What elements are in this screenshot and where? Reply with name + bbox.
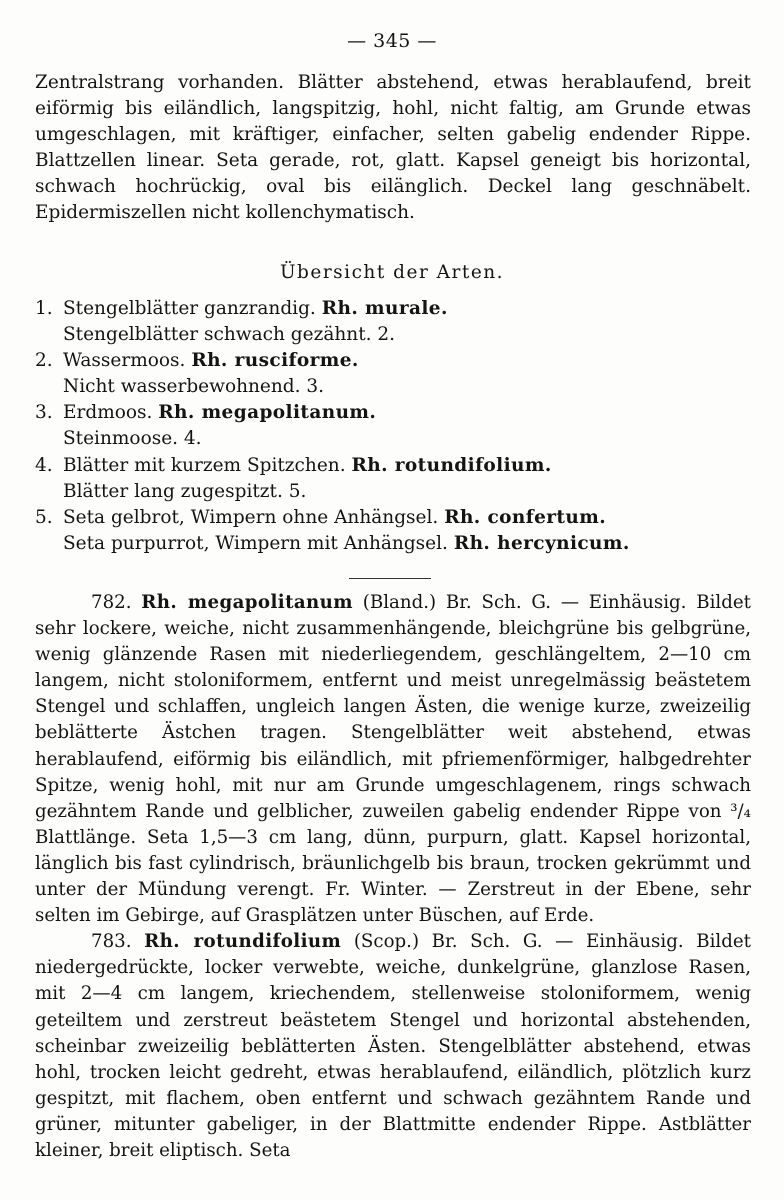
key-row	[35, 400, 751, 426]
entry-783-text: Bildet niedergedrückte, locker verwebte, weiche, dunkelgrüne, glanzlose Rasen, mit 2—4 cm langem, kriechendem, stellenweise stoloniformem, wenig geteiltem und zerstreut beästetem Stengel und horizontal abstehenden, scheinbar zweizeilig beblätterten Ästen. Stengelblätter abstehend, etwas hohl, trocken leicht gedreht, etwas herablaufend, eiländlich, plötzlich kurz gespitzt, mit flachem, oben entfernt und schwach gezähntem Rande und grüner, mitunter gabeliger, in der Blattmitte endender Rippe. Astblätter kleiner, breit eliptisch. Seta	[35, 931, 751, 1161]
section-divider	[349, 578, 431, 579]
key-description: Seta purpurrot, Wimpern mit Anhängsel.	[63, 532, 448, 554]
entry-783-authority: (Scop.) Br. Sch. G. — Einhäusig.	[353, 931, 684, 953]
key-row	[35, 348, 751, 374]
key-text	[63, 374, 324, 400]
key-description: Blätter lang zugespitzt. 5.	[63, 480, 307, 502]
page-number: — 345 —	[347, 30, 437, 52]
entry-782	[35, 590, 751, 929]
key-text	[63, 531, 630, 557]
key-species-name: Rh. hercynicum.	[453, 532, 630, 554]
key-description: Nicht wasserbewohnend. 3.	[63, 376, 325, 398]
key-text	[63, 348, 359, 374]
key-species-name: Rh. rotundifolium.	[351, 454, 552, 476]
key-number: 5.	[35, 506, 53, 528]
entry-782-authority: (Bland.) Br. Sch. G. — Einhäusig.	[362, 592, 687, 613]
key-row	[35, 479, 751, 505]
key-row	[35, 531, 751, 557]
entry-782-number: 782.	[91, 592, 132, 613]
intro-text: Zentralstrang vorhanden. Blätter abstehend, etwas herablaufend, breit eiförmig bis eiländlich, langspitzig, hohl, nicht faltig, am Grunde etwas umgeschlagen, mit kräftiger, einfacher, selten gabelig endender Rippe. Blattzellen linear. Seta gerade, rot, glatt. Kapsel geneigt bis horizontal, schwach hochrückig, oval bis eilänglich. Deckel lang geschnäbelt. Epidermiszellen nicht kollenchymatisch.	[35, 72, 751, 224]
entry-782-text-b: Blattlänge. Seta 1,5—3 cm lang, dünn, purpurn, glatt. Kapsel horizontal, länglich bis fast cylindrisch, bräunlichgelb bis braun, trocken gekrümmt und unter der Mündung verengt. Fr. Winter. — Zerstreut in der Ebene, sehr selten im Gebirge, auf Grasplätzen unter Büschen, auf Erde.	[35, 826, 751, 927]
key-text	[63, 426, 202, 452]
key-text	[63, 505, 606, 531]
key-text	[63, 453, 552, 479]
key-number: 3.	[35, 402, 53, 424]
key-row	[35, 296, 751, 322]
entry-782-text-a: Bildet sehr lockere, weiche, nicht zusammenhängende, bleichgrüne bis gelbgrüne, wenig glänzende Rasen mit niederliegendem, geschlängeltem, 2—10 cm langem, nicht stoloniformem, entfernt und meist unregelmässig beästetem Stengel und schlaffen, ungleich langen Ästen, die wenige kurze, zweizeilig beblätterte Ästchen tragen. Stengelblätter weit abstehend, etwas herablaufend, eiförmig bis eiländlich, mit pfriemenförmiger, halbgedrehter Spitze, wenig hohl, mit nur am Grunde umgeschlagenem, rings schwach gezähntem Rande und gelblicher, zuweilen gabelig endender Rippe von	[35, 592, 751, 822]
entry-783-number: 783.	[91, 931, 132, 953]
key-species-name: Rh. megapolitanum.	[158, 402, 377, 424]
key-row	[35, 322, 751, 348]
species-entries	[35, 590, 751, 1164]
key-row	[35, 426, 751, 452]
key-species-name: Rh. rusciforme.	[191, 350, 359, 372]
key-description: Seta gelbrot, Wimpern ohne Anhängsel.	[63, 506, 439, 528]
key-row	[35, 453, 751, 479]
key-number: 2.	[35, 350, 53, 372]
entry-783-species: Rh. rotundifolium	[144, 931, 342, 953]
key-text	[63, 296, 448, 322]
key-description: Steinmoose. 4.	[63, 428, 202, 450]
key-text	[63, 400, 376, 426]
key-species-name: Rh. confertum.	[444, 506, 607, 528]
key-number: 4.	[35, 454, 53, 476]
key-description: Erdmoos.	[63, 402, 153, 424]
intro-paragraph	[35, 70, 751, 227]
entry-782-species: Rh. megapolitanum	[141, 592, 353, 613]
entry-782-fraction: ³/₄	[730, 800, 751, 822]
key-row	[35, 505, 751, 531]
key-text	[63, 322, 395, 348]
key-description: Wassermoos.	[63, 350, 186, 372]
key-row	[35, 374, 751, 400]
key-number: 1.	[35, 298, 53, 319]
key-species-name: Rh. murale.	[321, 298, 448, 319]
key-description: Stengelblätter ganzrandig.	[63, 298, 316, 319]
key-text	[63, 479, 306, 505]
entry-783	[35, 929, 751, 1164]
key-description: Stengelblätter schwach gezähnt. 2.	[63, 324, 396, 346]
species-key	[35, 296, 751, 557]
key-description: Blätter mit kurzem Spitzchen.	[63, 454, 346, 476]
overview-heading: Übersicht der Arten.	[279, 262, 505, 283]
